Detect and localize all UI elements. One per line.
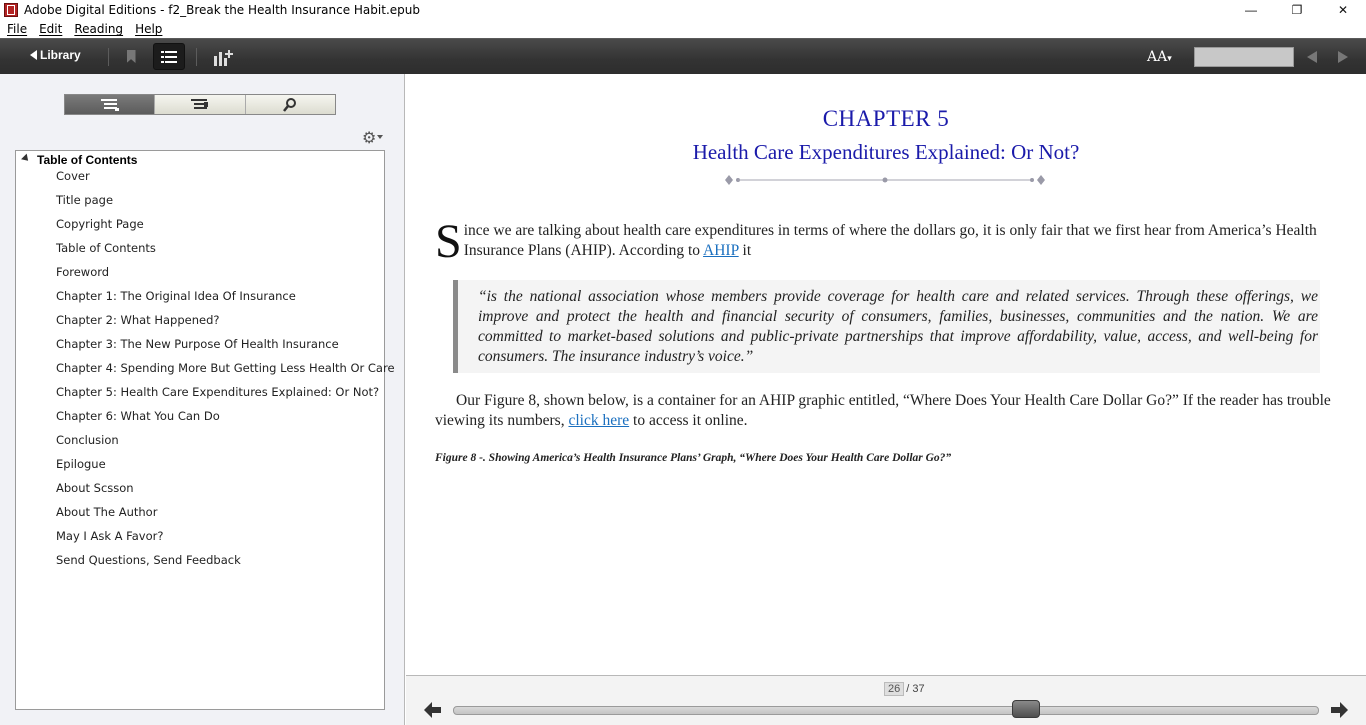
menu-edit[interactable]: Edit (39, 22, 63, 36)
font-size-button[interactable] (1147, 49, 1172, 65)
toolbar (0, 38, 1366, 74)
toc-item[interactable]: Chapter 6: What You Can Do (56, 409, 220, 423)
toc-list (56, 169, 395, 577)
toc-item[interactable]: Foreword (56, 265, 110, 279)
bookmark-icon (127, 50, 136, 63)
ornament-divider-icon (722, 173, 1048, 187)
page-indicator (884, 682, 925, 696)
figure-caption: Figure 8 -. Showing America’s Health Insurance Plans’ Graph, “Where Does Your Health Care Dollar Go?” (435, 452, 952, 464)
library-button[interactable] (30, 48, 81, 62)
library-label: Library (40, 48, 81, 62)
next-page-icon[interactable] (1331, 702, 1348, 718)
font-size-label: AA (1147, 49, 1168, 65)
restore-button[interactable]: ❐ (1291, 2, 1303, 17)
toc-item[interactable]: Chapter 3: The New Purpose Of Health Insurance (56, 337, 339, 351)
tab-bookmarks[interactable] (155, 95, 245, 114)
quote-text: “is the national association whose members provide coverage for health care and related services. Through these offerings, we improve and protect the health and financial security of consumers, families, businesses, communities and the nation. We are committed to market-based solutions and public-private partnerships that improve affordability, value, access, and well-being for consumers. The insurance industry’s voice.” (478, 288, 1318, 365)
minimize-button[interactable]: — (1245, 2, 1257, 17)
ahip-link[interactable]: AHIP (703, 242, 739, 259)
toc-icon (101, 99, 119, 111)
paragraph-tail: it (738, 242, 752, 259)
toc-root-node[interactable] (22, 153, 137, 167)
list-icon (161, 51, 177, 63)
gear-dropdown-caret-icon[interactable] (377, 135, 383, 139)
title-bar (0, 0, 1366, 19)
collapse-triangle-icon[interactable] (21, 154, 31, 164)
menu-file[interactable]: File (7, 22, 28, 36)
toc-item[interactable]: Conclusion (56, 433, 119, 447)
toc-item[interactable]: Send Questions, Send Feedback (56, 553, 241, 567)
paragraph-tail: to access it online. (629, 412, 748, 429)
toc-item[interactable]: Table of Contents (56, 241, 156, 255)
sidebar (0, 74, 405, 725)
chapter-label: CHAPTER 5 (822, 106, 950, 131)
page-navigation-bar (406, 675, 1366, 725)
menu-help[interactable]: Help (135, 22, 163, 36)
toc-item[interactable]: Epilogue (56, 457, 106, 471)
toc-item[interactable]: Chapter 5: Health Care Expenditures Explained: Or Not? (56, 385, 380, 399)
reading-pane (406, 74, 1366, 675)
toc-panel (15, 150, 395, 710)
window-title: Adobe Digital Editions - f2_Break the Health Insurance Habit.epub (24, 2, 420, 17)
window-controls (1228, 0, 1366, 19)
previous-page-icon[interactable] (424, 702, 441, 718)
toc-item[interactable]: About Scsson (56, 481, 134, 495)
add-library-button[interactable] (213, 48, 233, 66)
toc-item[interactable]: Chapter 2: What Happened? (56, 313, 220, 327)
sidebar-view-switcher (64, 94, 336, 115)
drop-cap: S (435, 215, 462, 268)
chapter-title: Health Care Expenditures Explained: Or Not? (692, 140, 1080, 164)
total-pages: / 37 (906, 683, 925, 695)
page-slider-track[interactable] (453, 706, 1319, 715)
page-slider-handle[interactable] (1012, 700, 1040, 718)
menu-reading[interactable]: Reading (74, 22, 124, 36)
close-button[interactable]: ✕ (1337, 2, 1349, 17)
blockquote (453, 280, 1320, 373)
bookmark-button[interactable] (124, 50, 138, 64)
click-here-link[interactable]: click here (568, 412, 630, 429)
paragraph-text: Our Figure 8, shown below, is a container for an AHIP graphic entitled, “Where Does Your Health Care Dollar Go?” If the reader has trouble viewing its numbers, (435, 392, 1331, 429)
back-arrow-icon (30, 50, 37, 60)
app-icon (4, 3, 18, 17)
menu-bar (0, 20, 1366, 38)
toc-item[interactable]: Chapter 4: Spending More But Getting Less Health Or Care (56, 361, 395, 375)
toc-item[interactable]: Title page (56, 193, 114, 207)
tab-search[interactable] (246, 95, 335, 114)
toc-title: Table of Contents (37, 153, 138, 167)
bar-chart-add-icon (213, 48, 233, 66)
toc-item[interactable]: About The Author (56, 505, 158, 519)
settings-gear-icon[interactable]: ⚙ (362, 130, 377, 147)
toolbar-divider (196, 48, 197, 66)
bookmarks-list-icon (191, 99, 209, 111)
chevron-down-icon: ▾ (1167, 54, 1172, 64)
search-next-icon[interactable] (1338, 51, 1348, 63)
search-input[interactable] (1194, 47, 1294, 67)
search-previous-icon[interactable] (1307, 51, 1317, 63)
tab-toc[interactable] (65, 95, 155, 114)
body-paragraph (435, 391, 1340, 431)
toc-item[interactable]: Cover (56, 169, 90, 183)
toc-item[interactable]: Chapter 1: The Original Idea Of Insurance (56, 289, 296, 303)
magnifier-icon (283, 98, 297, 112)
toc-item[interactable]: Copyright Page (56, 217, 144, 231)
current-page-field[interactable]: 26 (884, 682, 904, 696)
toc-item[interactable]: May I Ask A Favor? (56, 529, 164, 543)
paragraph-text: ince we are talking about health care expenditures in terms of where the dollars go, it is only fair that we first hear from America’s Health Insurance Plans (AHIP). According to (463, 222, 1317, 259)
body-paragraph (435, 215, 1340, 268)
toolbar-divider (108, 48, 109, 66)
toc-toggle-button[interactable] (153, 43, 185, 70)
